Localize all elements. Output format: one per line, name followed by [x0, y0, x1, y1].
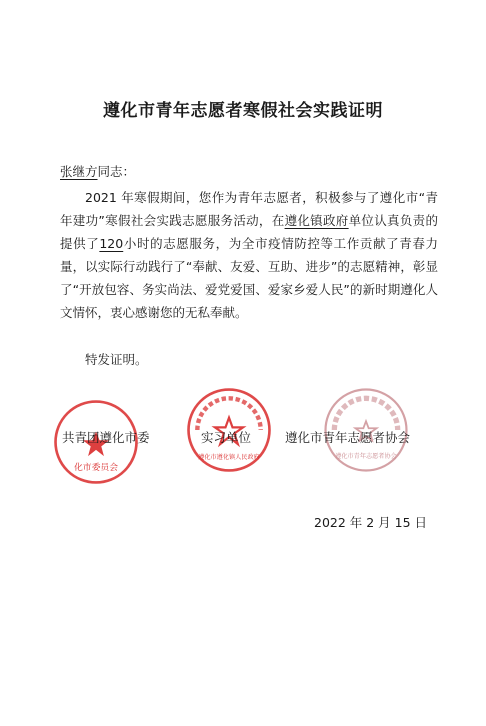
government-seal-text: 遵化市遵化镇人民政府	[198, 454, 260, 462]
certificate-body	[60, 186, 438, 324]
body-part-3: 小时的志愿服务，为全市疫情防控等工作贡献了青春力量，以实际行动践行了“奉献、友爱、互助、进步”的志愿精神，彰显了“开放包容、务实尚法、爱党爱国、爱家乡爱人民”的新时期遵化人文情怀，衷心感谢您的无私奉献。	[60, 236, 438, 320]
salutation-suffix: 同志：	[97, 164, 136, 179]
volunteer-association-seal-text: 遵化市青年志愿者协会	[335, 453, 397, 461]
recipient-name: 张继方	[60, 164, 98, 179]
signature-youth-league: 共青团遵化市委	[62, 430, 150, 445]
closing-line: 特发证明。	[85, 352, 148, 367]
body-part-2: 单位认真负责的提供了	[60, 213, 438, 251]
signature-practice-unit: 实习单位	[201, 430, 252, 445]
salutation	[60, 162, 135, 180]
service-hours: 120	[99, 236, 124, 251]
youth-league-seal-text: 化市委员会	[74, 463, 118, 474]
signature-volunteer-association: 遵化市青年志愿者协会	[285, 430, 411, 445]
body-part-1: 2021 年寒假期间，您作为青年志愿者，积极参与了遵化市“青年建功”寒假社会实践志愿服务活动，在	[60, 190, 438, 228]
issue-date: 2022 年 2 月 15 日	[314, 515, 428, 530]
service-unit: 遵化镇政府	[284, 213, 349, 228]
document-title: 遵化市青年志愿者寒假社会实践证明	[103, 101, 383, 121]
